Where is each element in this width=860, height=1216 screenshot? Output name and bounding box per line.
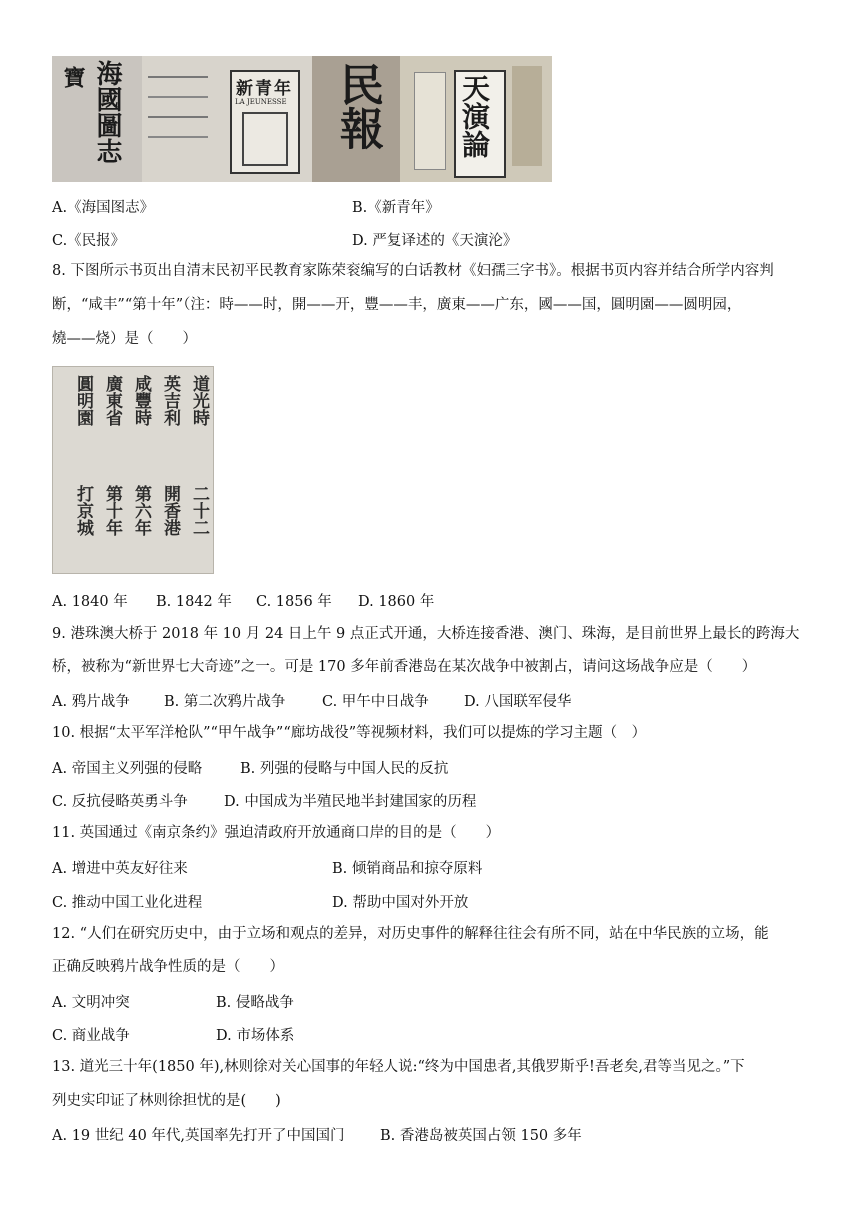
q7-option-d: D. 严复译述的《天演沦》 xyxy=(352,233,518,249)
calligraphy-page-image: 道光時 英吉利 咸豐時 廣東省 圓明園 二十二 開香港 第六年 第十年 打京城 xyxy=(52,366,214,574)
q12-option-d: D. 市场体系 xyxy=(216,1028,295,1044)
q13-stem-line1: 13. 道光三十年(1850 年),林则徐对关心国事的年轻人说:“终为中国患者,其俄罗斯乎!吾老矣,君等当见之。”下 xyxy=(52,1059,745,1075)
q11-option-c: C. 推动中国工业化进程 xyxy=(52,895,203,911)
q12-option-c: C. 商业战争 xyxy=(52,1028,130,1044)
q8-stem-line2: 断，“咸丰”“第十年”（注：時——时，開——开，豐——丰，廣東——广东，國——国，圓明園——圆明园， xyxy=(52,297,742,313)
q8-stem-line1: 8. 下图所示书页出自清末民初平民教育家陈荣衮编写的白话教材《妇孺三字书》。根据书页内容并结合所学内容判 xyxy=(52,263,774,279)
exam-page xyxy=(52,56,812,1144)
q11-option-b: B. 倾销商品和掠夺原料 xyxy=(332,861,483,877)
cover-tianyan-lun: 天演論 xyxy=(400,56,552,182)
q9-stem-line1: 9. 港珠澳大桥于 2018 年 10 月 24 日上午 9 点正式开通，大桥连接香港、澳门、珠海，是目前世界上最长的跨海大 xyxy=(52,626,800,642)
q13-option-a: A. 19 世纪 40 年代,英国率先打开了中国国门 xyxy=(52,1128,345,1144)
q8-option-c: C. 1856 年 xyxy=(256,594,332,610)
q10-option-c: C. 反抗侵略英勇斗争 xyxy=(52,794,188,810)
q10-option-a: A. 帝国主义列强的侵略 xyxy=(52,761,203,777)
q9-option-d: D. 八国联军侵华 xyxy=(464,694,572,710)
q9-option-c: C. 甲午中日战争 xyxy=(322,694,429,710)
q8-option-a: A. 1840 年 xyxy=(52,594,128,610)
q10-option-d: D. 中国成为半殖民地半封建国家的历程 xyxy=(224,794,477,810)
q9-option-a: A. 鸦片战争 xyxy=(52,694,130,710)
book-covers-image xyxy=(52,56,552,182)
q11-stem: 11. 英国通过《南京条约》强迫清政府开放通商口岸的目的是（ ） xyxy=(52,825,501,841)
q8-stem-line3: 燒——烧）是（ ） xyxy=(52,331,197,347)
q9-stem-line2: 桥，被称为“新世界七大奇迹”之一。可是 170 多年前香港岛在某次战争中被割占，请问这场战争应是（ ） xyxy=(52,659,757,675)
q7-option-c: C.《民报》 xyxy=(52,233,126,249)
q13-stem-line2: 列史实印证了林则徐担忧的是( ) xyxy=(52,1093,281,1109)
cover-haiguo-tuzhi: 寶 海國圖志 xyxy=(52,56,142,182)
q12-option-a: A. 文明冲突 xyxy=(52,995,130,1011)
q8-option-d: D. 1860 年 xyxy=(358,594,435,610)
cover-min-bao: 民報 xyxy=(312,56,400,182)
q7-option-b: B.《新青年》 xyxy=(352,200,440,216)
q7-option-a: A.《海国图志》 xyxy=(52,200,155,216)
q8-option-b: B. 1842 年 xyxy=(156,594,232,610)
q10-stem: 10. 根据“太平军洋枪队”“甲午战争”“廊坊战役”等视频材料，我们可以提炼的学习主题（ ） xyxy=(52,725,647,741)
q11-option-a: A. 增进中英友好往来 xyxy=(52,861,188,877)
q11-option-d: D. 帮助中国对外开放 xyxy=(332,895,469,911)
q12-stem-line2: 正确反映鸦片战争性质的是（ ） xyxy=(52,959,284,975)
cover-xin-qingnian: 新青年 LA JEUNESSE xyxy=(142,56,312,182)
q10-option-b: B. 列强的侵略与中国人民的反抗 xyxy=(240,761,449,777)
q12-stem-line1: 12. “人们在研究历史中，由于立场和观点的差异，对历史事件的解释往往会有所不同，站在中华民族的立场，能 xyxy=(52,926,769,942)
q13-option-b: B. 香港岛被英国占领 150 多年 xyxy=(380,1128,582,1144)
q12-option-b: B. 侵略战争 xyxy=(216,995,294,1011)
q9-option-b: B. 第二次鸦片战争 xyxy=(164,694,286,710)
